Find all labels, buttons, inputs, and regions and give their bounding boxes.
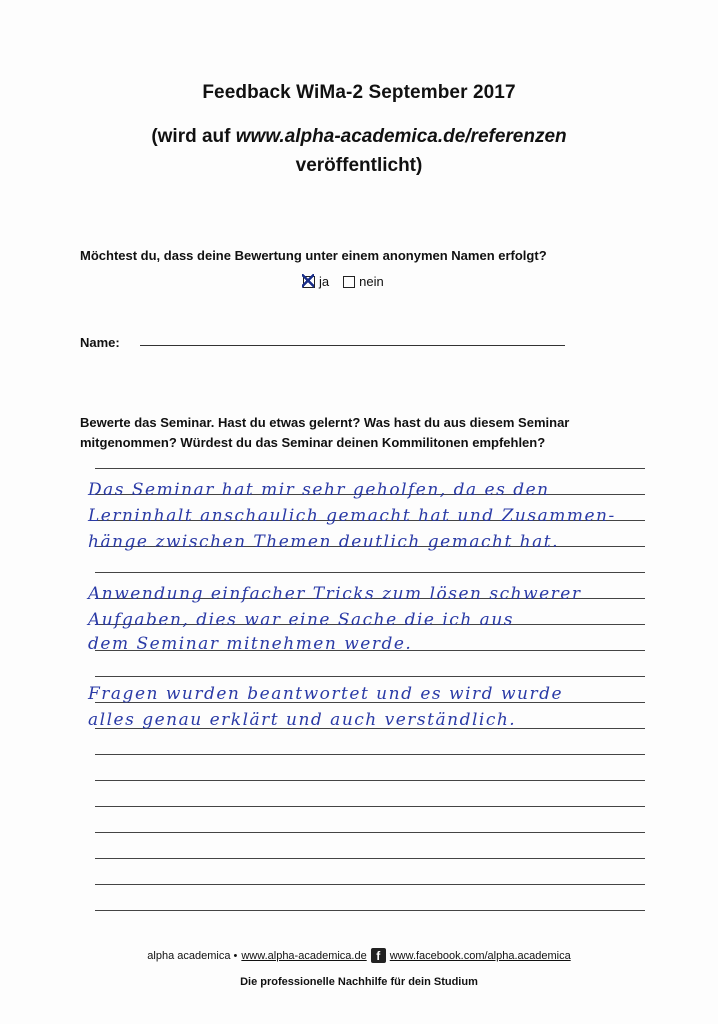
ruled-line [95, 468, 645, 469]
option-yes-label: ja [319, 274, 330, 289]
handwritten-line: Das Seminar hat mir sehr geholfen, da es den [88, 480, 550, 500]
ruled-line [95, 780, 645, 781]
subtitle-suffix: veröffentlicht) [295, 155, 423, 176]
page-title: Feedback WiMa-2 September 2017 [202, 82, 516, 103]
ruled-line [95, 858, 645, 859]
name-field[interactable] [140, 345, 565, 346]
handwritten-line: Anwendung einfacher Tricks zum lösen schwerer [88, 584, 582, 604]
option-no[interactable] [343, 274, 384, 289]
facebook-icon: f [371, 948, 386, 963]
checkbox-yes-checked-icon[interactable] [303, 276, 315, 288]
subtitle-prefix: (wird auf [151, 126, 236, 147]
subtitle-url: www.alpha-academica.de/referenzen [235, 126, 567, 147]
option-no-label: nein [359, 274, 384, 289]
handwritten-line: alles genau erklärt und auch verständlich. [88, 710, 517, 730]
page-subtitle [0, 122, 718, 180]
handwritten-line: Fragen wurden beantwortet und es wird wurde [88, 684, 564, 704]
handwritten-line: Aufgaben, dies war eine Sache die ich aus [88, 610, 514, 630]
anonymity-question: Möchtest du, dass deine Bewertung unter einem anonymen Namen erfolgt? [80, 248, 547, 263]
handwritten-line: Lerninhalt anschaulich gemacht hat und Zusammen- [88, 506, 616, 526]
footer-tagline: Die professionelle Nachhilfe für dein Studium [240, 976, 478, 988]
ruled-line [95, 572, 645, 573]
option-yes[interactable] [303, 274, 329, 289]
handwritten-line: hänge zwischen Themen deutlich gemacht hat. [88, 532, 560, 552]
footer-brand: alpha academica • [147, 949, 238, 962]
ruled-line [95, 754, 645, 755]
facebook-link[interactable]: www.facebook.com/alpha.academica [389, 949, 571, 962]
seminar-question [80, 413, 640, 453]
seminar-question-line1: Bewerte das Seminar. Hast du etwas gelernt? Was hast du aus diesem Seminar [80, 415, 570, 430]
footer-links [0, 948, 718, 963]
ruled-line [95, 910, 645, 911]
ruled-line [95, 806, 645, 807]
website-link[interactable]: www.alpha-academica.de [241, 949, 367, 962]
name-label: Name: [80, 335, 120, 350]
anonymity-options [303, 274, 392, 289]
handwritten-line: dem Seminar mitnehmen werde. [88, 634, 413, 654]
checkbox-no-icon[interactable] [343, 276, 355, 288]
ruled-line [95, 884, 645, 885]
ruled-line [95, 832, 645, 833]
ruled-line [95, 676, 645, 677]
seminar-question-line2: mitgenommen? Würdest du das Seminar deinen Kommilitonen empfehlen? [80, 435, 546, 450]
